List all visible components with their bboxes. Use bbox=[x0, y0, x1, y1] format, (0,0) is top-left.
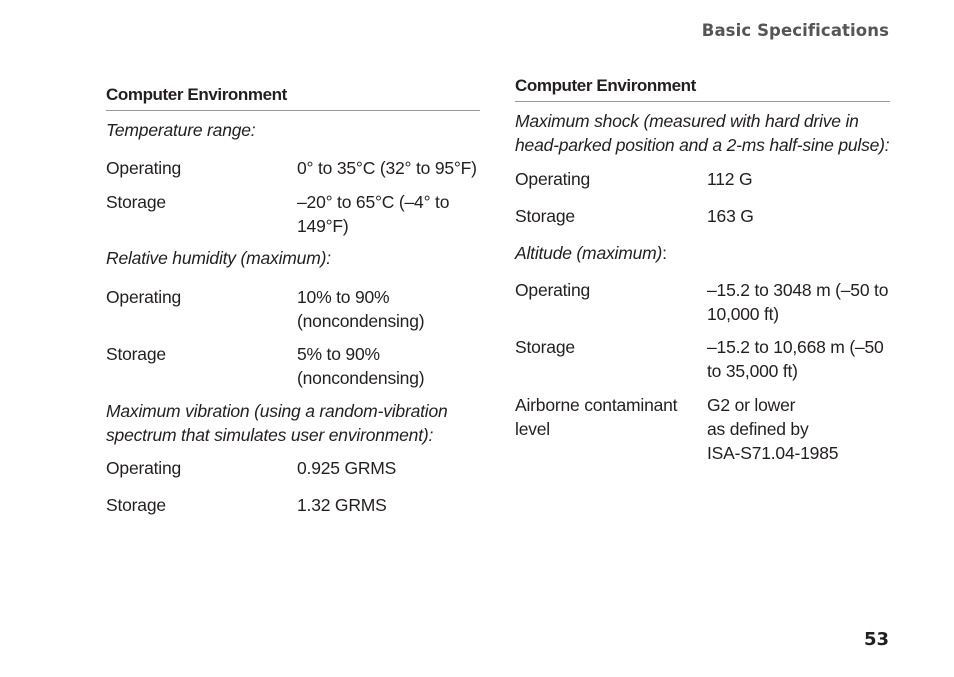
row-label: Airborne contaminant level bbox=[515, 395, 678, 439]
row-value: 163 G bbox=[707, 206, 754, 226]
altitude-subheading bbox=[515, 241, 890, 265]
shock-storage-row bbox=[515, 204, 890, 228]
row-label: Storage bbox=[106, 192, 166, 212]
contaminant-value-line: ISA-S71.04-1985 bbox=[707, 443, 839, 463]
row-label: Operating bbox=[106, 287, 182, 307]
humidity-storage-row bbox=[106, 342, 480, 390]
row-value bbox=[707, 393, 890, 465]
row-value: 112 G bbox=[707, 169, 753, 189]
section-heading: Computer Environment bbox=[106, 85, 480, 111]
row-value: 0° to 35°C (32° to 95°F) bbox=[297, 158, 477, 178]
page-number: 53 bbox=[863, 629, 889, 650]
row-label: Operating bbox=[106, 458, 182, 478]
temperature-operating-row bbox=[106, 156, 480, 180]
contaminant-value-line: as defined by bbox=[707, 419, 809, 439]
row-value: –15.2 to 10,668 m (–50 to 35,000 ft) bbox=[707, 337, 884, 381]
row-label: Operating bbox=[515, 280, 591, 300]
row-value: –15.2 to 3048 m (–50 to 10,000 ft) bbox=[707, 280, 889, 324]
row-label: Storage bbox=[515, 337, 575, 357]
altitude-storage-row bbox=[515, 335, 890, 383]
row-label: Storage bbox=[515, 206, 575, 226]
contaminant-value-line: G2 or lower bbox=[707, 395, 796, 415]
row-value: –20° to 65°C (–4° to 149°F) bbox=[297, 192, 450, 236]
shock-subheading: Maximum shock (measured with hard drive in head-parked position and a 2-ms half-sine pulse): bbox=[515, 111, 890, 155]
shock-operating-row bbox=[515, 167, 890, 191]
humidity-subheading: Relative humidity (maximum): bbox=[106, 248, 331, 268]
row-value: 5% to 90% (noncondensing) bbox=[297, 344, 425, 388]
running-header-title: Basic Specifications bbox=[701, 21, 889, 40]
right-spec-column bbox=[515, 76, 890, 465]
temperature-subheading: Temperature range: bbox=[106, 120, 256, 140]
vibration-subheading: Maximum vibration (using a random-vibration spectrum that simulates user environment): bbox=[106, 401, 448, 445]
row-label: Storage bbox=[106, 495, 166, 515]
row-value: 0.925 GRMS bbox=[297, 458, 397, 478]
altitude-colon: : bbox=[662, 243, 667, 263]
section-heading: Computer Environment bbox=[515, 76, 890, 102]
vibration-operating-row bbox=[106, 456, 480, 480]
row-label: Storage bbox=[106, 344, 166, 364]
altitude-title: Altitude (maximum) bbox=[515, 243, 663, 263]
left-spec-column bbox=[106, 85, 480, 517]
row-value: 1.32 GRMS bbox=[297, 495, 387, 515]
altitude-operating-row bbox=[515, 278, 890, 326]
row-label: Operating bbox=[515, 169, 591, 189]
humidity-operating-row bbox=[106, 285, 480, 333]
temperature-storage-row bbox=[106, 190, 480, 238]
vibration-storage-row bbox=[106, 493, 480, 517]
contaminant-row bbox=[515, 393, 890, 465]
row-value: 10% to 90% (noncondensing) bbox=[297, 287, 425, 331]
row-label: Operating bbox=[106, 158, 182, 178]
